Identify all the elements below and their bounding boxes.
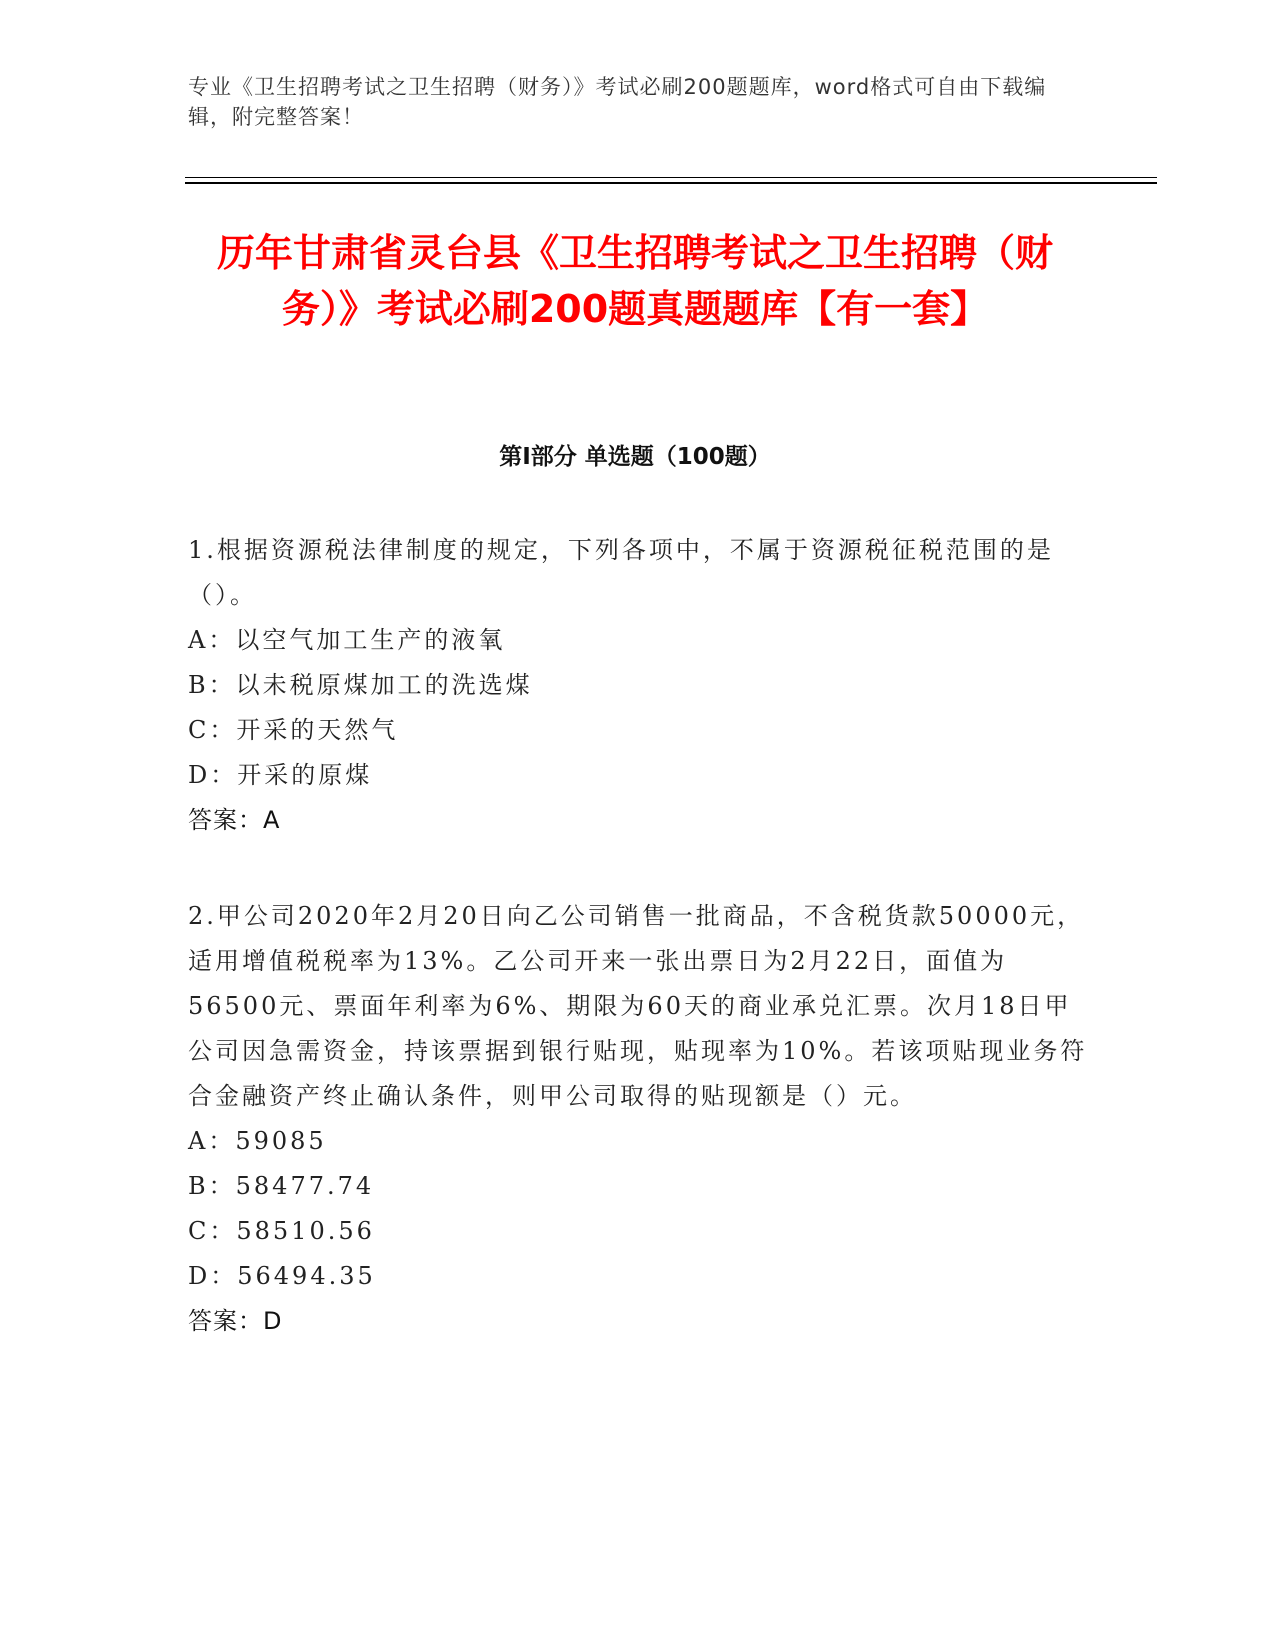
section-title: 第I部分 单选题（100题） xyxy=(499,444,771,470)
question-stem: 2.甲公司2020年2月20日向乙公司销售一批商品，不含税货款50000元，适用增值税税率为13%。乙公司开来一张出票日为2月22日，面值为56500元、票面年利率为6%、期限为60天的商业承兑汇票。次月18日甲公司因急需资金，持该票据到银行贴现，贴现率为10%。若该项贴现业务符合金融资产终止确认条件，则甲公司取得的贴现额是（）元。 xyxy=(188,902,1088,1110)
answer: 答案：D xyxy=(188,1307,283,1335)
header-divider-thin xyxy=(185,177,1157,178)
option-c: C：58510.56 xyxy=(188,1217,375,1245)
option-d: D：56494.35 xyxy=(188,1262,376,1290)
question-2 xyxy=(188,894,1088,1344)
option-a: A：以空气加工生产的液氧 xyxy=(188,626,506,654)
option-c: C：开采的天然气 xyxy=(188,716,399,744)
question-stem: 1.根据资源税法律制度的规定，下列各项中，不属于资源税征税范围的是（）。 xyxy=(188,536,1054,609)
document-title: 历年甘肃省灵台县《卫生招聘考试之卫生招聘（财务）》考试必刷200题真题题库【有一套】 xyxy=(216,231,1053,331)
answer: 答案：A xyxy=(188,806,281,834)
header-note: 专业《卫生招聘考试之卫生招聘（财务）》考试必刷200题题库，word格式可自由下载编辑，附完整答案！ xyxy=(188,75,1047,129)
option-b: B：58477.74 xyxy=(188,1172,375,1200)
option-b: B：以未税原煤加工的洗选煤 xyxy=(188,671,533,699)
question-1 xyxy=(188,528,1088,843)
option-a: A：59085 xyxy=(188,1127,327,1155)
option-d: D：开采的原煤 xyxy=(188,761,373,789)
header-divider-thick xyxy=(185,182,1157,184)
